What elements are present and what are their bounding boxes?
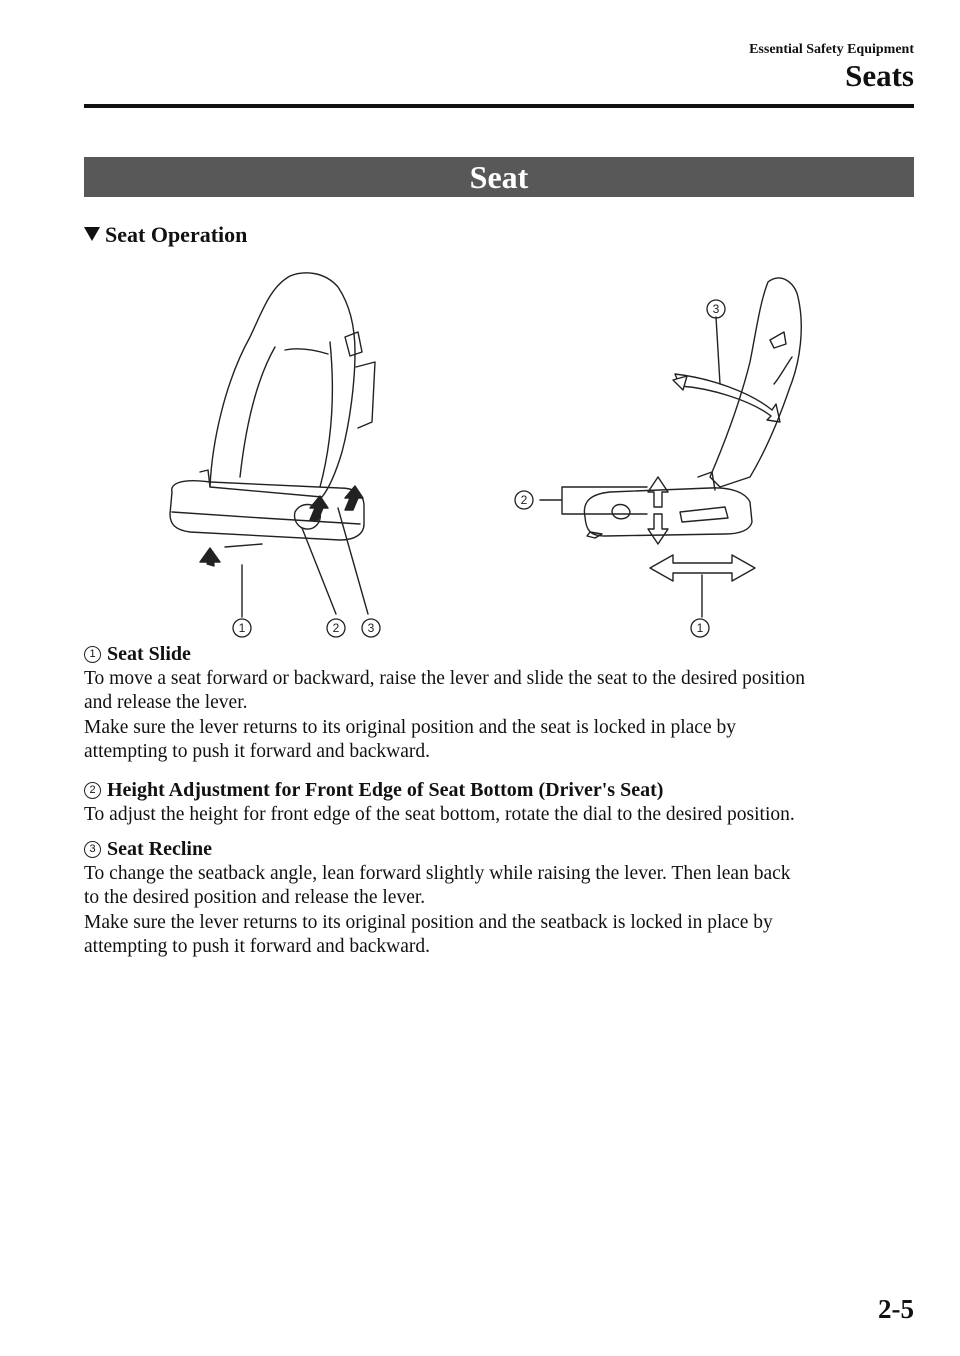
callout-label: 1 [238, 621, 246, 635]
item-title: Seat Slide [107, 643, 191, 665]
item-seat-slide [84, 642, 919, 765]
item-text-line: attempting to push it forward and backward. [84, 741, 431, 762]
item-text-line: attempting to push it forward and backward. [84, 936, 431, 957]
side-seat-drawing [540, 278, 801, 617]
callout-label: 3 [712, 302, 720, 316]
item-text-line: Make sure the lever returns to its original position and the seat is locked in place by [84, 716, 736, 738]
item-text-line: To change the seatback angle, lean forward slightly while raising the lever. Then lean back [84, 862, 791, 884]
callout-label: 3 [367, 621, 375, 635]
item-text-line: to the desired position and release the lever. [84, 887, 426, 908]
item-text-line: Make sure the lever returns to its original position and the seatback is locked in place by [84, 911, 773, 933]
item-text-line: and release the lever. [84, 692, 248, 713]
callout-label: 1 [696, 621, 704, 635]
item-text-line: To adjust the height for front edge of the seat bottom, rotate the dial to the desired position. [84, 803, 795, 825]
number-3-icon: 3 [84, 841, 101, 858]
front-seat-drawing [170, 273, 375, 617]
header-chapter-title: Seats [845, 58, 914, 93]
item-text-line: To move a seat forward or backward, raise the lever and slide the seat to the desired position [84, 667, 805, 689]
page-number: 2-5 [878, 1294, 914, 1324]
number-1-icon: 1 [84, 646, 101, 663]
seat-illustration [150, 262, 850, 642]
callout-label: 2 [332, 621, 340, 635]
item-seat-recline [84, 837, 919, 960]
subheading-text: Seat Operation [105, 222, 248, 247]
header-rule [84, 104, 914, 108]
header-section-label: Essential Safety Equipment [749, 42, 914, 57]
section-title-bar: Seat [84, 157, 914, 197]
callout-label: 2 [520, 493, 528, 507]
item-height-adjustment [84, 778, 919, 827]
triangle-bullet-icon [84, 227, 100, 241]
item-title: Seat Recline [107, 838, 212, 860]
number-2-icon: 2 [84, 782, 101, 799]
subheading [84, 222, 247, 248]
item-title: Height Adjustment for Front Edge of Seat Bottom (Driver's Seat) [107, 779, 664, 801]
